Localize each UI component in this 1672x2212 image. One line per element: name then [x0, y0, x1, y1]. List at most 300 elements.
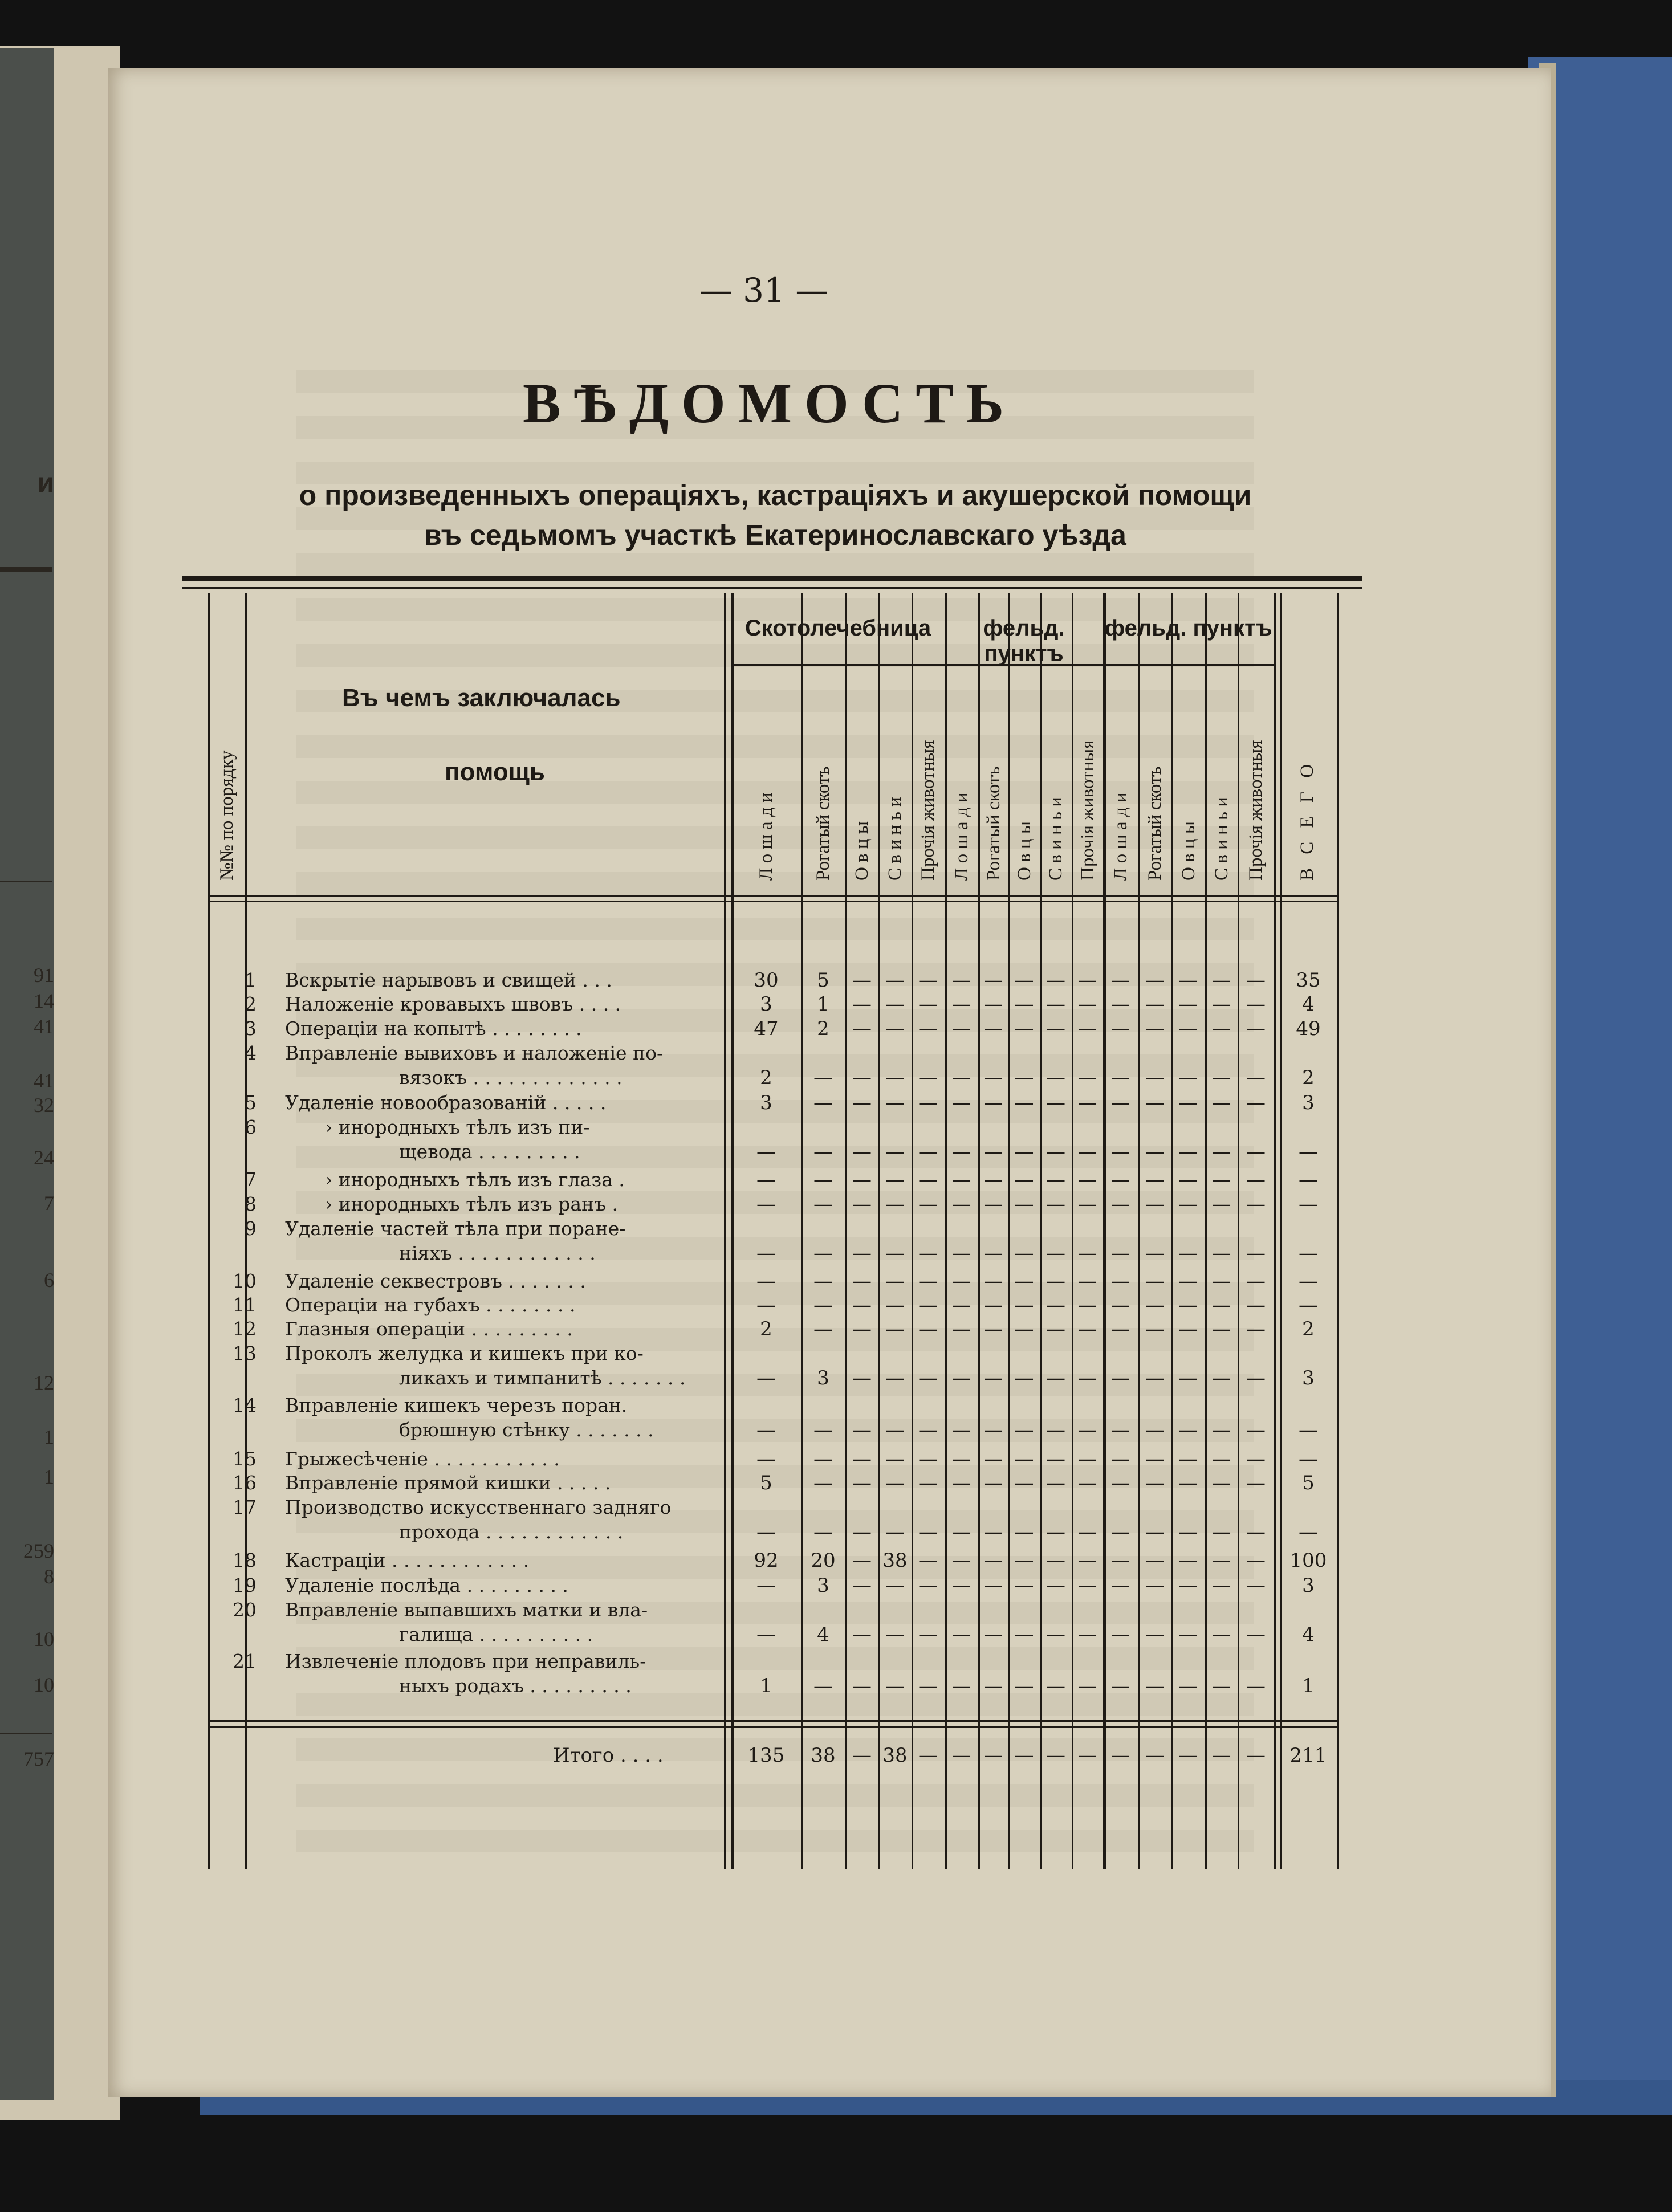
- row-description: › инородныхъ тѣлъ изъ глаза .: [325, 1168, 625, 1191]
- table-cell: —: [1178, 1367, 1198, 1390]
- table-cell: —: [813, 1675, 833, 1697]
- table-cell: —: [1211, 1066, 1231, 1089]
- table-cell: —: [983, 1367, 1003, 1390]
- table-cell: —: [885, 1367, 905, 1390]
- table-cell: —: [983, 1472, 1003, 1494]
- total-cell: —: [1110, 1744, 1130, 1767]
- table-cell: —: [1246, 1017, 1266, 1040]
- row-number: 3: [245, 1017, 257, 1040]
- table-cell: —: [1246, 1270, 1266, 1293]
- column-rule: [1274, 593, 1276, 1869]
- table-cell: —: [852, 1521, 872, 1543]
- table-cell: 2: [1302, 1318, 1315, 1341]
- previous-page-number: 32: [34, 1094, 54, 1117]
- table-cell: —: [1299, 1193, 1318, 1216]
- table-cell: —: [1046, 1318, 1065, 1341]
- table-cell: —: [1077, 1574, 1097, 1597]
- subtitle-line-2: въ седьмомъ участкѣ Екатеринославскаго уѣзда: [424, 519, 1126, 551]
- table-cell: —: [813, 1294, 833, 1317]
- table-cell: —: [813, 1472, 833, 1494]
- previous-page-rule: [0, 567, 52, 572]
- table-cell: —: [951, 1472, 971, 1494]
- table-cell: —: [1046, 1623, 1065, 1646]
- table-cell: —: [951, 969, 971, 992]
- table-cell: —: [1178, 993, 1198, 1016]
- row-description: Удаленіе частей тѣла при поране-: [285, 1217, 626, 1240]
- table-cell: —: [951, 1675, 971, 1697]
- table-cell: —: [1178, 1318, 1198, 1341]
- table-cell: —: [951, 1017, 971, 1040]
- total-cell: 135: [747, 1744, 785, 1767]
- table-cell: —: [1211, 1140, 1231, 1163]
- row-description: Удаленіе секвестровъ . . . . . . .: [285, 1270, 586, 1292]
- table-cell: —: [1046, 993, 1065, 1016]
- table-cell: —: [918, 1017, 938, 1040]
- table-cell: —: [951, 1294, 971, 1317]
- table-cell: —: [852, 1472, 872, 1494]
- table-cell: —: [885, 1193, 905, 1216]
- table-cell: —: [885, 993, 905, 1016]
- table-cell: —: [951, 1168, 971, 1191]
- table-cell: —: [1299, 1270, 1318, 1293]
- row-description: Вправленіе кишекъ черезъ поран.: [285, 1394, 628, 1416]
- table-cell: —: [1299, 1294, 1318, 1317]
- table-cell: —: [885, 1623, 905, 1646]
- table-cell: —: [813, 1140, 833, 1163]
- table-cell: —: [1178, 1017, 1198, 1040]
- table-cell: —: [1077, 1168, 1097, 1191]
- table-cell: —: [1014, 1472, 1034, 1494]
- table-cell: —: [1110, 1419, 1130, 1441]
- row-description: Производство искусственнаго задняго: [285, 1496, 672, 1518]
- table-cell: —: [1077, 1242, 1097, 1265]
- table-cell: —: [1110, 1367, 1130, 1390]
- table-cell: —: [1246, 1472, 1266, 1494]
- table-cell: —: [983, 1419, 1003, 1441]
- table-cell: —: [1145, 1066, 1165, 1089]
- table-cell: —: [1046, 1472, 1065, 1494]
- bleed-through-line: [296, 507, 1254, 530]
- table-cell: —: [1110, 1294, 1130, 1317]
- previous-page-number: 757: [23, 1747, 54, 1770]
- table-cell: —: [951, 1066, 971, 1089]
- table-cell: —: [1077, 1193, 1097, 1216]
- table-cell: —: [1145, 1549, 1165, 1572]
- table-cell: —: [852, 1294, 872, 1317]
- animal-column-header: С в и н ь и: [1211, 797, 1232, 881]
- animal-column-header: Рогатый скотъ: [983, 766, 1004, 881]
- table-cell: 1: [1302, 1675, 1315, 1697]
- table-cell: —: [1014, 1367, 1034, 1390]
- table-cell: —: [1178, 1574, 1198, 1597]
- table-cell: —: [1246, 1294, 1266, 1317]
- table-cell: —: [1110, 1242, 1130, 1265]
- table-cell: —: [983, 1270, 1003, 1293]
- table-cell: —: [1110, 1066, 1130, 1089]
- table-cell: —: [951, 1521, 971, 1543]
- table-cell: —: [1178, 1675, 1198, 1697]
- table-cell: —: [885, 1140, 905, 1163]
- table-cell: —: [1246, 1140, 1266, 1163]
- table-cell: —: [1211, 1270, 1231, 1293]
- table-cell: —: [1145, 1140, 1165, 1163]
- table-cell: —: [983, 1140, 1003, 1163]
- total-cell: 38: [811, 1744, 836, 1767]
- table-cell: —: [1178, 1066, 1198, 1089]
- table-cell: —: [918, 1140, 938, 1163]
- table-cell: 3: [760, 1091, 772, 1114]
- table-cell: —: [983, 1294, 1003, 1317]
- table-cell: —: [918, 1193, 938, 1216]
- table-cell: —: [1014, 1419, 1034, 1441]
- table-cell: —: [951, 1623, 971, 1646]
- table-cell: —: [1299, 1419, 1318, 1441]
- table-cell: —: [756, 1168, 776, 1191]
- table-cell: —: [1014, 1066, 1034, 1089]
- table-cell: —: [1014, 1091, 1034, 1114]
- animal-column-header: С в и н ь и: [1045, 797, 1066, 881]
- row-number: 21: [233, 1650, 257, 1672]
- table-cell: —: [1110, 1091, 1130, 1114]
- animal-column-header: С в и н ь и: [885, 797, 905, 881]
- table-cell: —: [885, 1675, 905, 1697]
- table-cell: —: [1211, 1091, 1231, 1114]
- table-cell: —: [885, 1270, 905, 1293]
- table-cell: —: [1014, 1521, 1034, 1543]
- table-cell: —: [918, 1448, 938, 1470]
- table-cell: —: [1211, 1448, 1231, 1470]
- previous-page-number: 6: [44, 1269, 54, 1292]
- table-cell: —: [1046, 969, 1065, 992]
- table-cell: —: [1077, 1294, 1097, 1317]
- table-cell: —: [1077, 1549, 1097, 1572]
- table-top-rule-thick: [182, 576, 1362, 581]
- table-cell: —: [1110, 1318, 1130, 1341]
- table-cell: —: [1178, 1140, 1198, 1163]
- table-cell: —: [983, 1242, 1003, 1265]
- table-cell: 100: [1289, 1549, 1327, 1572]
- table-cell: —: [1211, 1623, 1231, 1646]
- table-cell: —: [1211, 1675, 1231, 1697]
- group-header: Скотолечебница: [745, 616, 931, 641]
- table-cell: —: [852, 1675, 872, 1697]
- table-cell: 3: [1302, 1574, 1315, 1597]
- table-cell: —: [1077, 1066, 1097, 1089]
- table-cell: —: [1110, 1521, 1130, 1543]
- previous-page-number: 7: [44, 1192, 54, 1215]
- table-cell: —: [1077, 1472, 1097, 1494]
- table-cell: —: [1211, 1521, 1231, 1543]
- table-cell: —: [983, 1574, 1003, 1597]
- table-cell: —: [1014, 1168, 1034, 1191]
- bleed-through-line: [296, 1784, 1254, 1807]
- previous-page-number: 10: [34, 1673, 54, 1696]
- table-cell: —: [885, 1294, 905, 1317]
- table-cell: —: [983, 1193, 1003, 1216]
- table-cell: —: [1077, 1318, 1097, 1341]
- table-cell: —: [1246, 1242, 1266, 1265]
- animal-column-header: Прочія животныя: [1246, 740, 1266, 881]
- subtitle-line-1: о произведенныхъ операціяхъ, кастраціяхъ и акушерской помощи: [299, 479, 1252, 511]
- row-description: › инородныхъ тѣлъ изъ пи-: [325, 1116, 590, 1138]
- table-cell: —: [1246, 1419, 1266, 1441]
- table-cell: —: [1211, 1318, 1231, 1341]
- row-description: Грыжесѣченіе . . . . . . . . . . .: [285, 1448, 560, 1470]
- table-cell: —: [983, 1066, 1003, 1089]
- table-cell: —: [1014, 1140, 1034, 1163]
- total-cell: —: [918, 1744, 938, 1767]
- table-cell: 2: [760, 1066, 772, 1089]
- table-cell: —: [918, 1367, 938, 1390]
- table-cell: —: [852, 1367, 872, 1390]
- table-cell: —: [983, 1675, 1003, 1697]
- table-cell: 47: [754, 1017, 779, 1040]
- table-cell: —: [1145, 1419, 1165, 1441]
- description-header-2: помощь: [445, 758, 545, 786]
- table-cell: —: [1046, 1574, 1065, 1597]
- previous-page-number: 10: [34, 1628, 54, 1651]
- table-cell: —: [1110, 969, 1130, 992]
- row-description: ныхъ родахъ . . . . . . . . .: [399, 1675, 632, 1697]
- table-cell: —: [1299, 1521, 1318, 1543]
- table-cell: —: [1246, 1367, 1266, 1390]
- table-cell: —: [1046, 1091, 1065, 1114]
- row-description: Операціи на копытѣ . . . . . . . .: [285, 1017, 582, 1040]
- table-cell: —: [1046, 1549, 1065, 1572]
- table-cell: —: [983, 1623, 1003, 1646]
- table-cell: —: [918, 993, 938, 1016]
- row-description: щевода . . . . . . . . .: [399, 1140, 580, 1163]
- table-cell: —: [885, 1017, 905, 1040]
- table-cell: —: [852, 969, 872, 992]
- table-cell: 38: [882, 1549, 908, 1572]
- table-cell: —: [756, 1242, 776, 1265]
- table-cell: —: [1178, 1549, 1198, 1572]
- table-cell: —: [983, 1549, 1003, 1572]
- table-cell: 1: [817, 993, 829, 1016]
- table-cell: —: [1145, 1367, 1165, 1390]
- table-cell: —: [918, 1066, 938, 1089]
- table-cell: —: [756, 1294, 776, 1317]
- table-cell: —: [756, 1574, 776, 1597]
- table-cell: —: [756, 1140, 776, 1163]
- table-cell: —: [756, 1448, 776, 1470]
- table-cell: —: [1046, 1168, 1065, 1191]
- table-cell: —: [983, 1521, 1003, 1543]
- table-cell: —: [1046, 1193, 1065, 1216]
- table-cell: —: [1178, 969, 1198, 992]
- table-cell: —: [852, 1193, 872, 1216]
- table-cell: —: [1110, 1472, 1130, 1494]
- table-cell: —: [1178, 1472, 1198, 1494]
- table-cell: 5: [760, 1472, 772, 1494]
- row-description: Удаленіе новообразованій . . . . .: [285, 1091, 607, 1114]
- table-cell: —: [983, 1091, 1003, 1114]
- table-cell: —: [852, 1318, 872, 1341]
- total-rule: [208, 1720, 1337, 1722]
- table-cell: —: [1145, 1318, 1165, 1341]
- table-cell: —: [1110, 1193, 1130, 1216]
- table-cell: —: [951, 1140, 971, 1163]
- row-description: Извлеченіе плодовъ при неправиль-: [285, 1650, 646, 1672]
- table-cell: —: [918, 1242, 938, 1265]
- table-cell: —: [983, 993, 1003, 1016]
- table-cell: —: [852, 1574, 872, 1597]
- row-number: 7: [245, 1168, 257, 1191]
- table-cell: —: [918, 1168, 938, 1191]
- table-cell: —: [1014, 1270, 1034, 1293]
- table-cell: 30: [754, 969, 779, 992]
- table-cell: 3: [760, 993, 772, 1016]
- table-cell: —: [1110, 1017, 1130, 1040]
- row-number: 9: [245, 1217, 257, 1240]
- table-cell: —: [951, 1574, 971, 1597]
- table-cell: —: [756, 1270, 776, 1293]
- table-cell: 3: [1302, 1091, 1315, 1114]
- previous-page-number: 24: [34, 1146, 54, 1169]
- table-cell: —: [951, 1193, 971, 1216]
- table-cell: —: [1046, 1017, 1065, 1040]
- table-cell: —: [1178, 1623, 1198, 1646]
- table-cell: —: [885, 1448, 905, 1470]
- row-number: 1: [245, 969, 257, 991]
- table-cell: —: [1246, 1549, 1266, 1572]
- table-cell: 4: [1302, 1623, 1315, 1646]
- table-cell: —: [1014, 1549, 1034, 1572]
- table-cell: —: [852, 993, 872, 1016]
- table-cell: —: [983, 1017, 1003, 1040]
- table-cell: —: [1211, 969, 1231, 992]
- total-cell: —: [852, 1744, 872, 1767]
- table-cell: —: [1110, 1623, 1130, 1646]
- table-cell: —: [951, 1091, 971, 1114]
- previous-page-number: 12: [34, 1371, 54, 1394]
- row-number: 8: [245, 1193, 257, 1215]
- previous-page-number: 1: [44, 1425, 54, 1448]
- table-cell: —: [1246, 1521, 1266, 1543]
- table-cell: 49: [1296, 1017, 1321, 1040]
- table-cell: —: [1178, 1521, 1198, 1543]
- table-cell: —: [1145, 1193, 1165, 1216]
- table-cell: —: [1246, 993, 1266, 1016]
- table-cell: —: [852, 1549, 872, 1572]
- table-cell: —: [1145, 993, 1165, 1016]
- table-cell: —: [1077, 1419, 1097, 1441]
- table-cell: —: [1014, 969, 1034, 992]
- table-cell: —: [1211, 1472, 1231, 1494]
- table-cell: —: [1145, 1448, 1165, 1470]
- group-header: фельд. пунктъ: [1105, 616, 1272, 641]
- previous-page-letter: и: [37, 468, 54, 498]
- previous-page-rule: [0, 1733, 52, 1734]
- table-cell: —: [756, 1193, 776, 1216]
- table-cell: —: [1178, 1091, 1198, 1114]
- bleed-through-line: [296, 735, 1254, 758]
- table-cell: —: [1110, 1549, 1130, 1572]
- table-cell: —: [951, 1270, 971, 1293]
- animal-column-header: Рогатый скотъ: [813, 766, 833, 881]
- animal-column-header: О в ц ы: [852, 821, 872, 881]
- table-cell: —: [983, 1448, 1003, 1470]
- table-cell: —: [951, 1448, 971, 1470]
- description-header-1: Въ чемъ заключалась: [342, 684, 621, 712]
- animal-column-header: Л о ш а д и: [756, 792, 776, 881]
- table-cell: —: [918, 1419, 938, 1441]
- table-cell: —: [918, 1574, 938, 1597]
- table-cell: —: [1145, 1091, 1165, 1114]
- table-cell: —: [1211, 1549, 1231, 1572]
- row-number: 17: [233, 1496, 257, 1518]
- table-cell: —: [885, 1318, 905, 1341]
- previous-page-number: 41: [34, 1069, 54, 1092]
- table-cell: —: [852, 1623, 872, 1646]
- table-cell: —: [885, 1066, 905, 1089]
- table-cell: —: [1077, 1448, 1097, 1470]
- table-cell: 5: [817, 969, 829, 992]
- table-cell: —: [1145, 1675, 1165, 1697]
- table-cell: —: [951, 1367, 971, 1390]
- row-number: 4: [245, 1042, 257, 1064]
- table-cell: —: [813, 1066, 833, 1089]
- table-cell: —: [1145, 1623, 1165, 1646]
- table-cell: —: [1014, 1242, 1034, 1265]
- table-cell: —: [813, 1521, 833, 1543]
- table-cell: 3: [817, 1367, 829, 1390]
- table-cell: —: [885, 1168, 905, 1191]
- table-cell: —: [951, 1242, 971, 1265]
- table-cell: —: [1077, 1623, 1097, 1646]
- row-number: 16: [233, 1472, 257, 1494]
- table-cell: —: [1014, 993, 1034, 1016]
- row-description: Удаленіе послѣда . . . . . . . . .: [285, 1574, 568, 1596]
- table-cell: —: [1110, 1448, 1130, 1470]
- previous-page-rule: [0, 881, 52, 882]
- table-cell: —: [813, 1318, 833, 1341]
- total-cell: 211: [1289, 1744, 1327, 1767]
- previous-page-number: 91: [34, 964, 54, 987]
- table-cell: —: [1077, 1017, 1097, 1040]
- table-cell: —: [756, 1521, 776, 1543]
- row-number: 11: [233, 1294, 257, 1316]
- group-header: фельд. пунктъ: [983, 616, 1065, 666]
- table-cell: —: [813, 1242, 833, 1265]
- column-rule: [208, 593, 210, 1869]
- table-cell: —: [1046, 1448, 1065, 1470]
- table-cell: —: [1077, 1675, 1097, 1697]
- table-cell: —: [1246, 1623, 1266, 1646]
- row-number: 13: [233, 1342, 257, 1364]
- table-cell: 5: [1302, 1472, 1315, 1494]
- table-cell: —: [1145, 1574, 1165, 1597]
- row-number: 18: [233, 1549, 257, 1571]
- row-description: Вправленіе выпавшихъ матки и вла-: [285, 1599, 648, 1621]
- row-description: Проколъ желудка и кишекъ при ко-: [285, 1342, 644, 1364]
- table-cell: —: [1145, 1017, 1165, 1040]
- previous-page-number: 41: [34, 1015, 54, 1038]
- table-cell: —: [1046, 1367, 1065, 1390]
- table-cell: —: [885, 1574, 905, 1597]
- table-cell: —: [813, 1448, 833, 1470]
- table-cell: —: [1077, 1521, 1097, 1543]
- table-cell: —: [852, 1242, 872, 1265]
- table-cell: —: [1110, 1574, 1130, 1597]
- table-cell: —: [983, 1318, 1003, 1341]
- row-number: 2: [245, 993, 257, 1015]
- bleed-through-line: [296, 416, 1254, 439]
- table-cell: —: [1046, 1270, 1065, 1293]
- table-cell: —: [1046, 1140, 1065, 1163]
- table-cell: —: [813, 1193, 833, 1216]
